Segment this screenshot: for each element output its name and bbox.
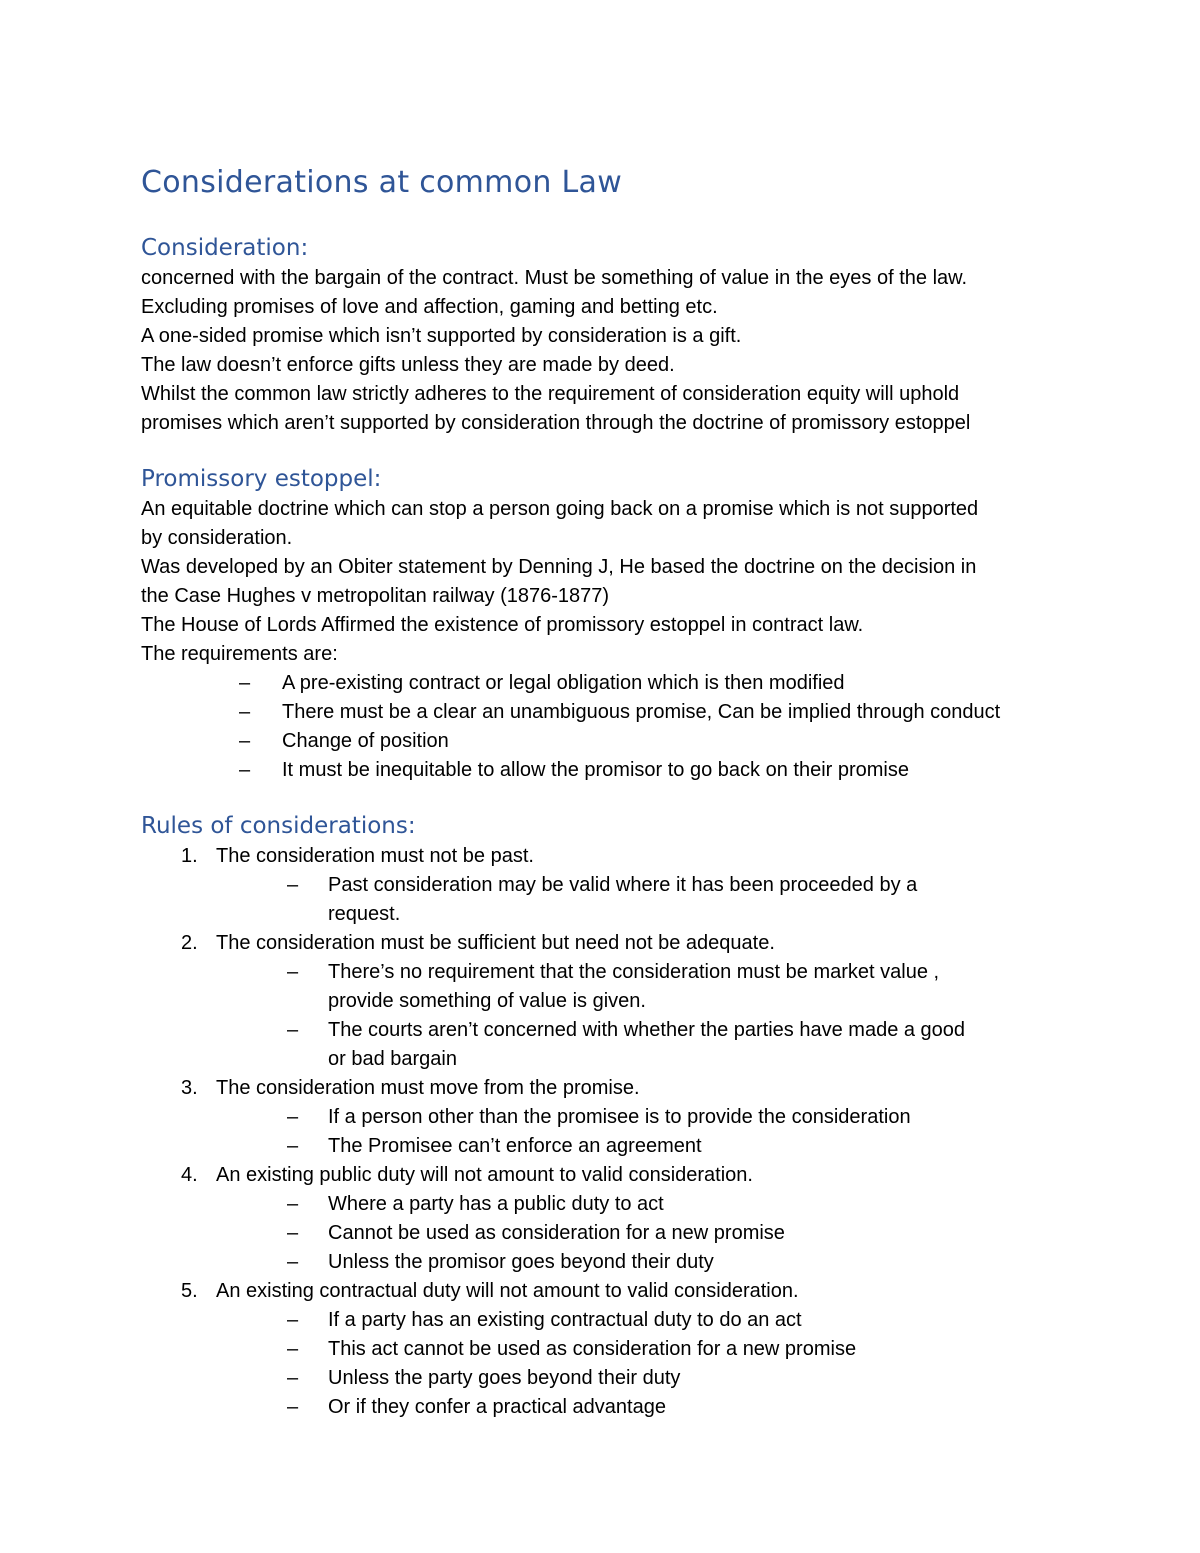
rule-number: 1. <box>181 845 198 867</box>
dash-bullet: – <box>239 672 251 694</box>
list-item-text: Unless the party goes beyond their duty <box>328 1367 681 1389</box>
list-item-text: This act cannot be used as consideration for a new promise <box>328 1338 857 1360</box>
rules-list <box>141 842 1071 1422</box>
dash-bullet: – <box>287 1019 299 1041</box>
rule-item <box>181 1161 1071 1277</box>
paragraph-line: concerned with the bargain of the contract. Must be something of value in the eyes of the law. <box>141 267 968 289</box>
paragraph-line: promises which aren’t supported by consideration through the doctrine of promissory estoppel <box>141 412 971 434</box>
rule-sub-list <box>181 1190 1071 1277</box>
rule-number: 4. <box>181 1164 198 1186</box>
rule-number: 3. <box>181 1077 198 1099</box>
list-item <box>287 1132 988 1161</box>
dash-bullet: – <box>287 1222 299 1244</box>
dash-bullet: – <box>239 730 251 752</box>
list-item-text: There’s no requirement that the consideration must be market value , provide something of value is given. <box>328 961 940 1012</box>
list-item-text: The Promisee can’t enforce an agreement <box>328 1135 702 1157</box>
rule-text: An existing public duty will not amount to valid consideration. <box>216 1164 753 1186</box>
list-item <box>287 958 988 1016</box>
section-consideration <box>141 232 1071 438</box>
list-item <box>239 669 1071 698</box>
dash-bullet: – <box>287 874 299 896</box>
paragraph-line: A one-sided promise which isn’t supported by consideration is a gift. <box>141 325 742 347</box>
list-item <box>287 1335 988 1364</box>
rule-text: The consideration must not be past. <box>216 845 534 867</box>
list-item-text: If a party has an existing contractual duty to do an act <box>328 1309 802 1331</box>
list-item <box>287 1248 988 1277</box>
rule-item <box>181 929 1071 1074</box>
requirements-list <box>141 669 1071 785</box>
paragraph-line: by consideration. <box>141 527 293 549</box>
rule-number: 5. <box>181 1280 198 1302</box>
document-content <box>141 160 1071 1447</box>
section-heading-rules: Rules of considerations: <box>141 813 416 839</box>
list-item-text: The courts aren’t concerned with whether the parties have made a good or bad bargain <box>328 1019 966 1070</box>
rule-sub-list <box>181 1103 1071 1161</box>
list-item <box>239 698 1071 727</box>
list-item <box>287 1364 988 1393</box>
paragraph-line: The law doesn’t enforce gifts unless they are made by deed. <box>141 354 675 376</box>
list-item-text: If a person other than the promisee is to provide the consideration <box>328 1106 911 1128</box>
list-item-text: It must be inequitable to allow the promisor to go back on their promise <box>282 759 909 781</box>
section-promissory-estoppel <box>141 463 1071 785</box>
list-item <box>287 1103 988 1132</box>
list-item <box>287 1219 988 1248</box>
list-item-text: There must be a clear an unambiguous promise, Can be implied through conduct <box>282 701 1001 723</box>
rule-sub-list <box>181 1306 1071 1422</box>
dash-bullet: – <box>287 961 299 983</box>
dash-bullet: – <box>287 1367 299 1389</box>
section-heading-consideration: Consideration: <box>141 235 309 261</box>
dash-bullet: – <box>239 701 251 723</box>
list-item-text: Past consideration may be valid where it has been proceeded by a request. <box>328 874 918 925</box>
dash-bullet: – <box>287 1396 299 1418</box>
list-item <box>239 727 1071 756</box>
paragraph-line: Was developed by an Obiter statement by Denning J, He based the doctrine on the decision in <box>141 556 977 578</box>
rule-item <box>181 1277 1071 1422</box>
list-item-text: A pre-existing contract or legal obligation which is then modified <box>282 672 845 694</box>
rule-text: An existing contractual duty will not amount to valid consideration. <box>216 1280 799 1302</box>
list-item <box>239 756 1071 785</box>
dash-bullet: – <box>287 1251 299 1273</box>
dash-bullet: – <box>239 759 251 781</box>
list-item-text: Or if they confer a practical advantage <box>328 1396 666 1418</box>
list-item-text: Cannot be used as consideration for a new promise <box>328 1222 785 1244</box>
rule-sub-list <box>181 871 1071 929</box>
section-heading-promissory-estoppel: Promissory estoppel: <box>141 466 382 492</box>
section-rules <box>141 810 1071 1422</box>
rule-sub-list <box>181 958 1071 1074</box>
list-item <box>287 1190 988 1219</box>
rule-text: The consideration must move from the promise. <box>216 1077 640 1099</box>
list-item <box>287 1306 988 1335</box>
paragraph-line: the Case Hughes v metropolitan railway (1876-1877) <box>141 585 610 607</box>
rule-item <box>181 842 1071 929</box>
page-title: Considerations at common Law <box>141 165 623 200</box>
list-item <box>287 1016 988 1074</box>
rule-item <box>181 1074 1071 1161</box>
paragraph-line: Whilst the common law strictly adheres to the requirement of consideration equity will uphold <box>141 383 960 405</box>
paragraph-line: An equitable doctrine which can stop a person going back on a promise which is not supported <box>141 498 979 520</box>
list-item <box>287 1393 988 1422</box>
list-item <box>287 871 988 929</box>
rule-number: 2. <box>181 932 198 954</box>
paragraph-line: The House of Lords Affirmed the existence of promissory estoppel in contract law. <box>141 614 864 636</box>
paragraph-line: The requirements are: <box>141 643 338 665</box>
list-item-text: Where a party has a public duty to act <box>328 1193 664 1215</box>
paragraph-line: Excluding promises of love and affection, gaming and betting etc. <box>141 296 718 318</box>
dash-bullet: – <box>287 1106 299 1128</box>
list-item-text: Unless the promisor goes beyond their duty <box>328 1251 714 1273</box>
dash-bullet: – <box>287 1309 299 1331</box>
dash-bullet: – <box>287 1338 299 1360</box>
rule-text: The consideration must be sufficient but need not be adequate. <box>216 932 775 954</box>
dash-bullet: – <box>287 1135 299 1157</box>
list-item-text: Change of position <box>282 730 449 752</box>
dash-bullet: – <box>287 1193 299 1215</box>
